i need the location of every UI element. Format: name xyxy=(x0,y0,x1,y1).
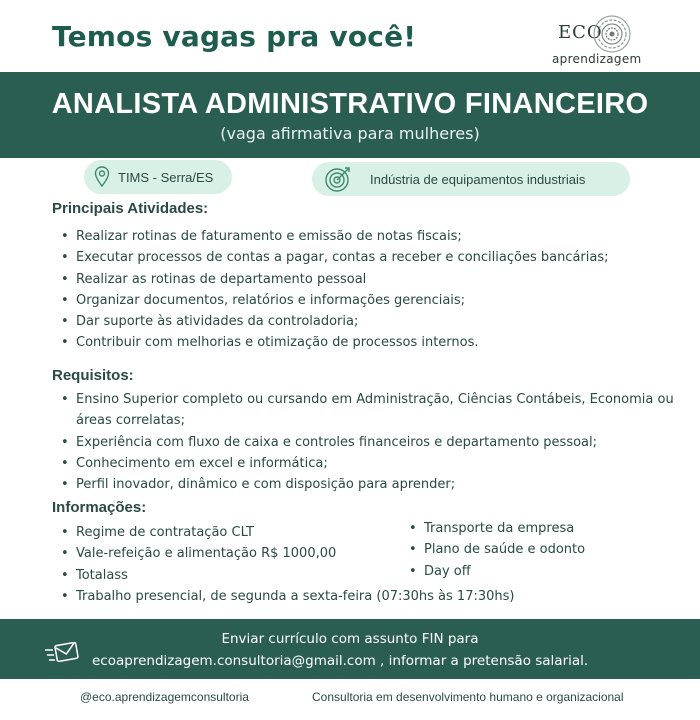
apply-instruction: Enviar currículo com assunto FIN para xyxy=(221,631,479,647)
requirements-title: Requisitos: xyxy=(52,367,134,384)
list-item: • Trabalho presencial, de segunda a sexta-feira (07:30hs às 17:30hs) xyxy=(60,586,580,607)
list-item: • Conhecimento em excel e informática; xyxy=(60,453,696,474)
list-item: • Executar processos de contas a pagar, contas a receber e conciliações bancárias; xyxy=(60,247,680,268)
location-pin-icon xyxy=(94,166,110,188)
info-list-right xyxy=(408,518,658,582)
logo-subtitle: aprendizagem xyxy=(552,52,642,66)
list-item: • Perfil inovador, dinâmico e com disposição para aprender; xyxy=(60,474,696,495)
mail-send-icon xyxy=(44,642,80,664)
list-item: • Realizar as rotinas de departamento pessoal xyxy=(60,269,680,290)
location-label: TIMS - Serra/ES xyxy=(118,169,214,185)
list-item: • Plano de saúde e odonto xyxy=(408,539,658,560)
spiral-icon xyxy=(592,14,632,54)
list-item: • Organizar documentos, relatórios e informações gerenciais; xyxy=(60,290,680,311)
list-item: • Transporte da empresa xyxy=(408,518,658,539)
headline: Temos vagas pra você! xyxy=(52,20,417,53)
industry-tag xyxy=(312,162,630,196)
list-item: • Day off xyxy=(408,561,658,582)
list-item: • Ensino Superior completo ou cursando em Administração, Ciências Contábeis, Economia ou áreas correlatas; xyxy=(60,389,696,432)
list-item: • Dar suporte às atividades da controladoria; xyxy=(60,311,680,332)
location-tag xyxy=(84,160,232,194)
job-title: ANALISTA ADMINISTRATIVO FINANCEIRO xyxy=(51,88,649,120)
info-title: Informações: xyxy=(52,499,147,516)
job-title-banner xyxy=(0,72,700,158)
list-item: • Experiência com fluxo de caixa e controles financeiros e departamento pessoal; xyxy=(60,432,696,453)
industry-label: Indústria de equipamentos industriais xyxy=(370,171,586,187)
company-logo xyxy=(548,12,658,70)
list-item: • Vale-refeição e alimentação R$ 1000,00 xyxy=(60,543,580,564)
list-item: • Contribuir com melhorias e otimização de processos internos. xyxy=(60,332,680,353)
list-item: • Totalass xyxy=(60,565,580,586)
instagram-handle[interactable]: @eco.aprendizagemconsultoria xyxy=(80,690,249,704)
target-icon xyxy=(324,165,352,193)
header xyxy=(0,0,700,72)
logo-eco-text: ECO xyxy=(558,22,603,43)
job-subtitle: (vaga afirmativa para mulheres) xyxy=(220,124,480,143)
company-tagline: Consultoria em desenvolvimento humano e organizacional xyxy=(312,690,624,704)
activities-title: Principais Atividades: xyxy=(52,200,209,217)
list-item: • Regime de contratação CLT xyxy=(60,522,580,543)
requirements-list xyxy=(60,389,696,495)
list-item: • Realizar rotinas de faturamento e emissão de notas fiscais; xyxy=(60,226,680,247)
apply-email[interactable]: ecoaprendizagem.consultoria@gmail.com , informar a pretensão salarial. xyxy=(92,653,589,669)
activities-list xyxy=(60,226,680,354)
application-footer xyxy=(0,619,700,679)
